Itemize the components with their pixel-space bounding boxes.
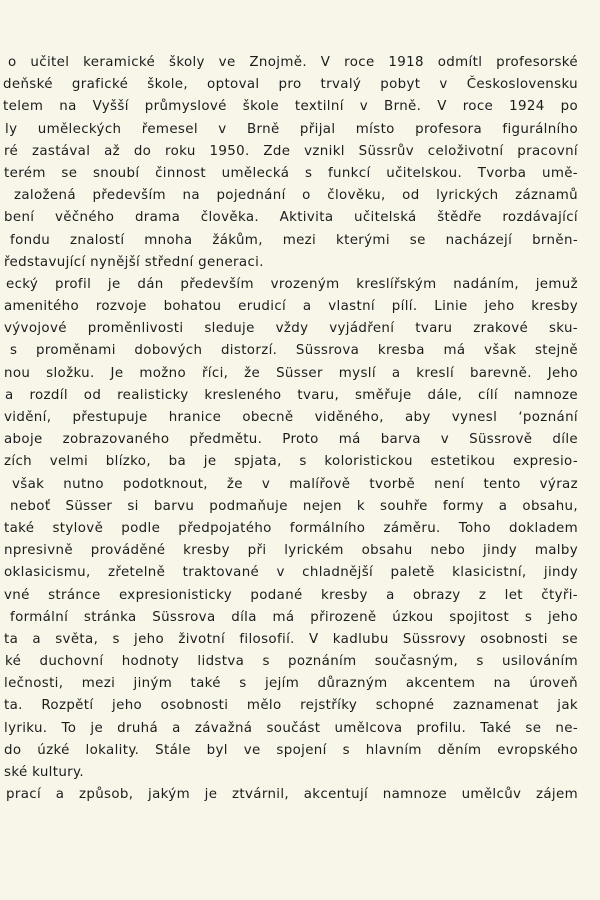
text-line: fondu znalostí mnoha žákům, mezi kterými se nacházejí brněn- — [10, 232, 578, 248]
text-line: do úzké lokality. Stále byl ve spojení s hlavním děním evropského — [4, 742, 578, 758]
text-line: formální stránka Süssrova díla má přirozeně úzkou spojitost s jeho — [10, 609, 578, 625]
text-line: lyriku. To je druhá a závažná součást umělcova profilu. Také se ne- — [4, 720, 578, 736]
text-line: deňské grafické škole, optoval pro trvalý pobyt v Československu — [3, 77, 578, 93]
text-line: založená především na pojednání o člověku, od lyrických záznamů — [14, 188, 578, 204]
text-line: a rozdíl od realisticky kresleného tvaru, směřuje dále, cílí namnoze — [5, 387, 578, 403]
text-line: s proměnami dobových distorzí. Süssrova kresba má však stejně — [10, 343, 578, 359]
text-line: aboje zobrazovaného předmětu. Proto má barva v Süssrově díle — [4, 432, 578, 448]
text-line: ecký profil je dán především vrozeným kreslířským nadáním, jemuž — [6, 276, 578, 292]
text-line: ré zastával až do roku 1950. Zde vznikl Süssrův celoživotní pracovní — [4, 143, 578, 159]
text-line: vné stránce expresionisticky podané kresby a obrazy z let čtyři- — [4, 587, 578, 603]
text-line: oklasicismu, zřetelně traktované v chladnější paletě klasicistní, jindy — [4, 565, 578, 581]
text-line: také stylově podle předpojatého formálního záměru. Toho dokladem — [4, 520, 578, 536]
text-line: vidění, přestupuje hranice obecně viděného, aby vynesl ʻpoznání — [4, 410, 578, 425]
text-line: amenitého rozvoje bohatou erudicí a vlastní pílí. Linie jeho kresby — [4, 299, 578, 315]
text-line: ta a světa, s jeho životní filosofií. V kadlubu Süssrovy osobnosti se — [4, 631, 578, 647]
text-line: ly uměleckých řemesel v Brně přijal místo profesora figurálního — [5, 121, 578, 137]
text-line: telem na Vyšší průmyslové škole textilní v Brně. V roce 1924 po — [3, 99, 578, 115]
text-line: zích velmi blízko, ba je spjata, s koloristickou estetikou expresio- — [4, 454, 578, 470]
text-line: prací a způsob, jakým je ztvárnil, akcentují namnoze umělcův zájem — [6, 787, 578, 803]
text-line: ta. Rozpětí jeho osobnosti mělo rejstříky schopné zaznamenat jak — [4, 698, 578, 714]
text-line: ředstavující nynější střední generaci. — [4, 254, 264, 270]
text-line: o učitel keramické školy ve Znojmě. V roce 1918 odmítl profesorské — [8, 55, 578, 70]
text-line: terém se snoubí činnost umělecká s funkcí učitelskou. Tvorba umě- — [4, 165, 578, 181]
text-line: ské kultury. — [4, 765, 85, 780]
text-line: nou složku. Je možno říci, že Süsser myslí a kreslí barevně. Jeho — [4, 365, 578, 381]
text-line: vývojové proměnlivosti sleduje vždy vyjádření tvaru zrakové sku- — [4, 321, 578, 337]
text-line: bení věčného drama člověka. Aktivita učitelská štědře rozdávající — [4, 210, 578, 226]
text-line: však nutno podotknout, že v malířově tvorbě není tento výraz — [12, 476, 578, 492]
text-line: lečnosti, mezi jiným také s jejím důrazným akcentem na úroveň — [4, 676, 578, 692]
text-line: ké duchovní hodnoty lidstva s poznáním současným, s usilováním — [5, 654, 578, 670]
body-text — [0, 52, 600, 806]
text-line: npresivně prováděné kresby při lyrickém obsahu nebo jindy malby — [4, 543, 578, 559]
text-line: neboť Süsser si barvu podmaňuje nejen k souhře formy a obsahu, — [10, 498, 578, 514]
